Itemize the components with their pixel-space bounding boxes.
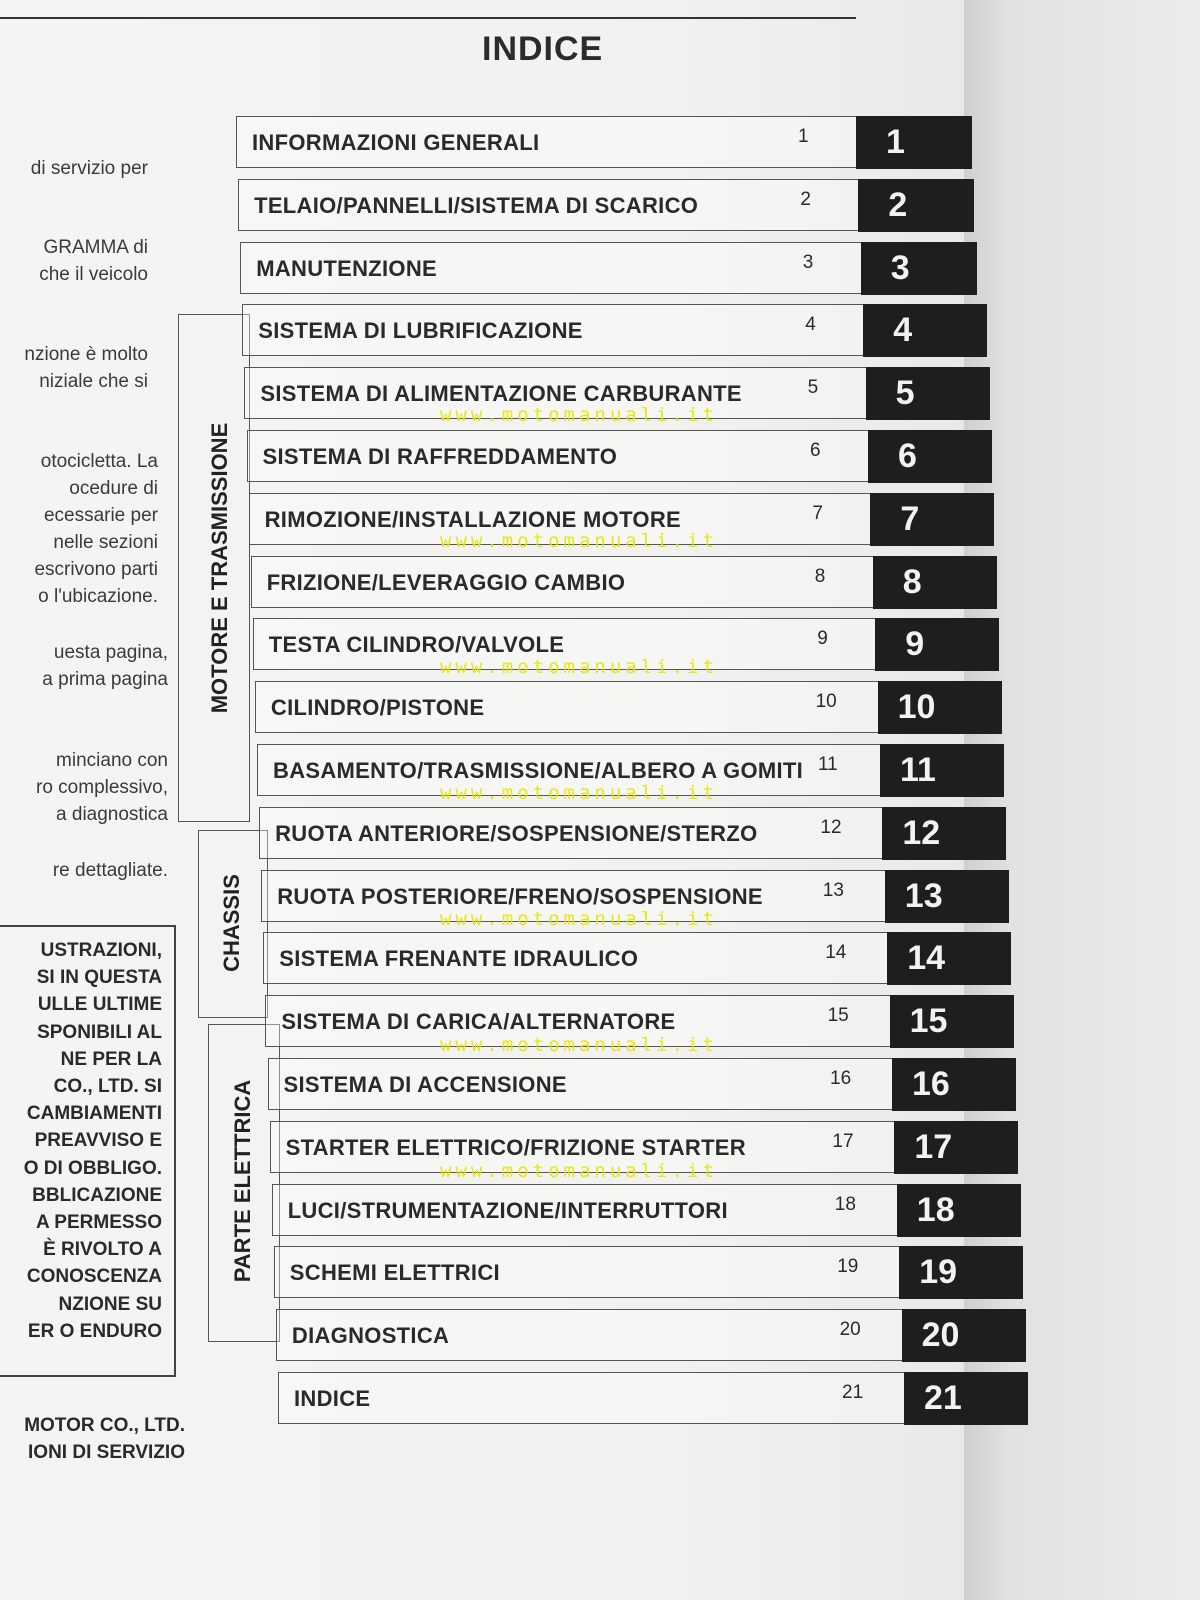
left-column-line: minciano con [56,750,168,771]
section-page-number: 17 [832,1130,854,1152]
section-title: MANUTENZIONE [256,255,438,281]
section-tab[interactable]: 5 [866,367,990,420]
section-page-number: 11 [818,754,838,775]
section-title: SISTEMA DI CARICA/ALTERNATORE [281,1009,676,1035]
section-tab[interactable]: 8 [873,556,997,609]
left-column-line: uesta pagina, [53,642,168,663]
section-tab[interactable]: 12 [882,807,1006,860]
index-row[interactable] [274,1246,1029,1300]
section-tab[interactable]: 7 [870,493,994,546]
notice-text [0,0,180,1342]
index-row-box [278,1372,905,1424]
section-page-number: 2 [800,188,811,210]
left-column-line: a prima pagina [42,669,168,690]
index-row[interactable] [276,1309,1032,1363]
section-tab[interactable]: 2 [858,179,974,232]
section-tab[interactable]: 1 [856,116,972,169]
section-tab[interactable]: 14 [887,932,1011,985]
notice-line: ULLE ULTIME [37,994,162,1016]
section-tab[interactable]: 13 [885,870,1009,923]
group-label-chassis: CHASSIS [219,874,244,972]
section-tab[interactable]: 16 [892,1058,1016,1111]
index-row[interactable] [259,807,1012,861]
section-tab[interactable]: 6 [868,430,992,483]
section-page-number: 16 [830,1068,852,1089]
notice-line: È RIVOLTO A [43,1239,162,1261]
section-title: FRIZIONE/LEVERAGGIO CAMBIO [266,569,626,595]
section-page-number: 13 [822,879,844,901]
section-tab[interactable]: 21 [904,1372,1028,1425]
section-title: RUOTA POSTERIORE/FRENO/SOSPENSIONE [277,883,763,909]
group-label-electrical: PARTE ELETTRICA [230,1079,255,1283]
notice-line: SPONIBILI AL [37,1021,162,1043]
section-title: CILINDRO/PISTONE [270,695,485,721]
section-title: SISTEMA DI ACCENSIONE [283,1072,567,1097]
notice-line: CO., LTD. SI [53,1076,162,1097]
section-page-number: 19 [837,1256,859,1278]
group-label-engine: MOTORE E TRASMISSIONE [207,422,232,714]
notice-line: SI IN QUESTA [36,967,162,989]
section-tab[interactable]: 17 [894,1121,1018,1174]
notice-line: PREAVVISO E [34,1130,162,1152]
left-column-line: a diagnostica [56,804,168,825]
section-tab[interactable]: 15 [890,995,1014,1048]
index-row[interactable] [247,430,999,484]
index-row[interactable] [268,1058,1023,1112]
section-tab[interactable]: 9 [875,618,999,671]
section-tab[interactable]: 3 [861,242,977,295]
section-page-number: 5 [807,377,819,399]
watermark: www.motomanuali.it [440,404,718,426]
notice-line: BBLICAZIONE [32,1184,162,1206]
section-title: RIMOZIONE/INSTALLAZIONE MOTORE [264,506,681,532]
index-row[interactable] [251,556,1003,610]
section-title: DIAGNOSTICA [291,1323,450,1349]
watermark: www.motomanuali.it [440,656,718,678]
section-title: SISTEMA FRENANTE IDRAULICO [279,946,639,972]
section-title: INDICE [294,1386,371,1411]
section-title: SISTEMA DI ALIMENTAZIONE CARBURANTE [260,381,742,407]
section-page-number: 9 [817,628,828,650]
index-row[interactable] [278,1372,1034,1426]
left-column-line: ocedure di [69,478,158,499]
left-column-line: re dettagliate. [52,860,168,881]
left-column-line: GRAMMA di [43,237,148,258]
notice-line: CONOSCENZA [26,1266,162,1288]
watermark: www.motomanuali.it [440,530,718,552]
section-tab[interactable]: 20 [902,1309,1026,1362]
index-row[interactable] [236,116,986,170]
section-title: SCHEMI ELETTRICI [289,1260,500,1286]
left-column-line: nelle sezioni [53,532,158,553]
section-page-number: 10 [815,691,837,713]
section-page-number: 15 [827,1005,849,1027]
left-column-line: o l'ubicazione. [38,586,158,607]
index-row[interactable] [242,304,993,358]
left-column-line: otocicletta. La [40,451,158,472]
section-tab[interactable]: 18 [897,1184,1021,1237]
section-page-number: 8 [814,565,826,587]
section-page-number: 20 [839,1319,861,1341]
left-column-line: escrivono parti [34,559,158,580]
section-page-number: 7 [812,502,823,524]
section-title: INFORMAZIONI GENERALI [252,130,540,155]
watermark: www.motomanuali.it [440,782,718,804]
section-page-number: 6 [810,440,821,461]
notice-line: CAMBIAMENTI [26,1103,162,1125]
watermark: www.motomanuali.it [440,1034,718,1056]
notice-line: A PERMESSO [36,1212,162,1233]
page-title: INDICE [482,30,604,68]
section-title: TESTA CILINDRO/VALVOLE [268,632,565,658]
index-row[interactable] [272,1184,1027,1238]
left-column-line: niziale che si [39,371,148,392]
section-page-number: 1 [798,126,809,147]
section-title: LUCI/STRUMENTAZIONE/INTERRUTTORI [287,1197,728,1223]
section-title: STARTER ELETTRICO/FRIZIONE STARTER [285,1134,746,1160]
section-tab[interactable]: 19 [899,1246,1023,1299]
footer-line: IONI DI SERVIZIO [28,1442,185,1463]
left-column-line: di servizio per [30,158,148,179]
left-column-line: nzione è molto [24,344,148,365]
index-row[interactable] [238,179,988,233]
section-tab[interactable]: 11 [880,744,1004,797]
section-page-number: 21 [842,1382,864,1403]
notice-line: ER O ENDURO [27,1320,162,1342]
watermark: www.motomanuali.it [440,908,718,930]
index-row[interactable] [255,681,1008,735]
watermark: www.motomanuali.it [440,1160,718,1182]
section-tab[interactable]: 10 [878,681,1002,734]
section-title: TELAIO/PANNELLI/SISTEMA DI SCARICO [254,192,699,218]
section-page-number: 18 [834,1193,856,1215]
section-tab[interactable]: 4 [863,304,987,357]
left-column-line: ro complessivo, [36,777,168,798]
notice-line: USTRAZIONI, [40,940,162,961]
section-page-number: 3 [802,251,814,273]
notice-line: NE PER LA [60,1048,162,1070]
section-title: RUOTA ANTERIORE/SOSPENSIONE/STERZO [275,820,758,846]
section-title: SISTEMA DI RAFFREDDAMENTO [262,444,618,469]
section-page-number: 14 [825,942,847,964]
footer-line: MOTOR CO., LTD. [24,1415,185,1436]
left-column-line: ecessarie per [43,505,158,526]
section-page-number: 4 [805,314,816,336]
index-row[interactable] [263,932,1017,986]
notice-line: O DI OBBLIGO. [23,1157,162,1179]
section-page-number: 12 [820,816,842,838]
notice-line: NZIONE SU [58,1293,162,1315]
section-title: SISTEMA DI LUBRIFICAZIONE [258,318,583,344]
section-title: BASAMENTO/TRASMISSIONE/ALBERO A GOMITI [273,758,804,783]
index-row[interactable] [240,242,991,296]
left-column-line: che il veicolo [39,264,148,285]
